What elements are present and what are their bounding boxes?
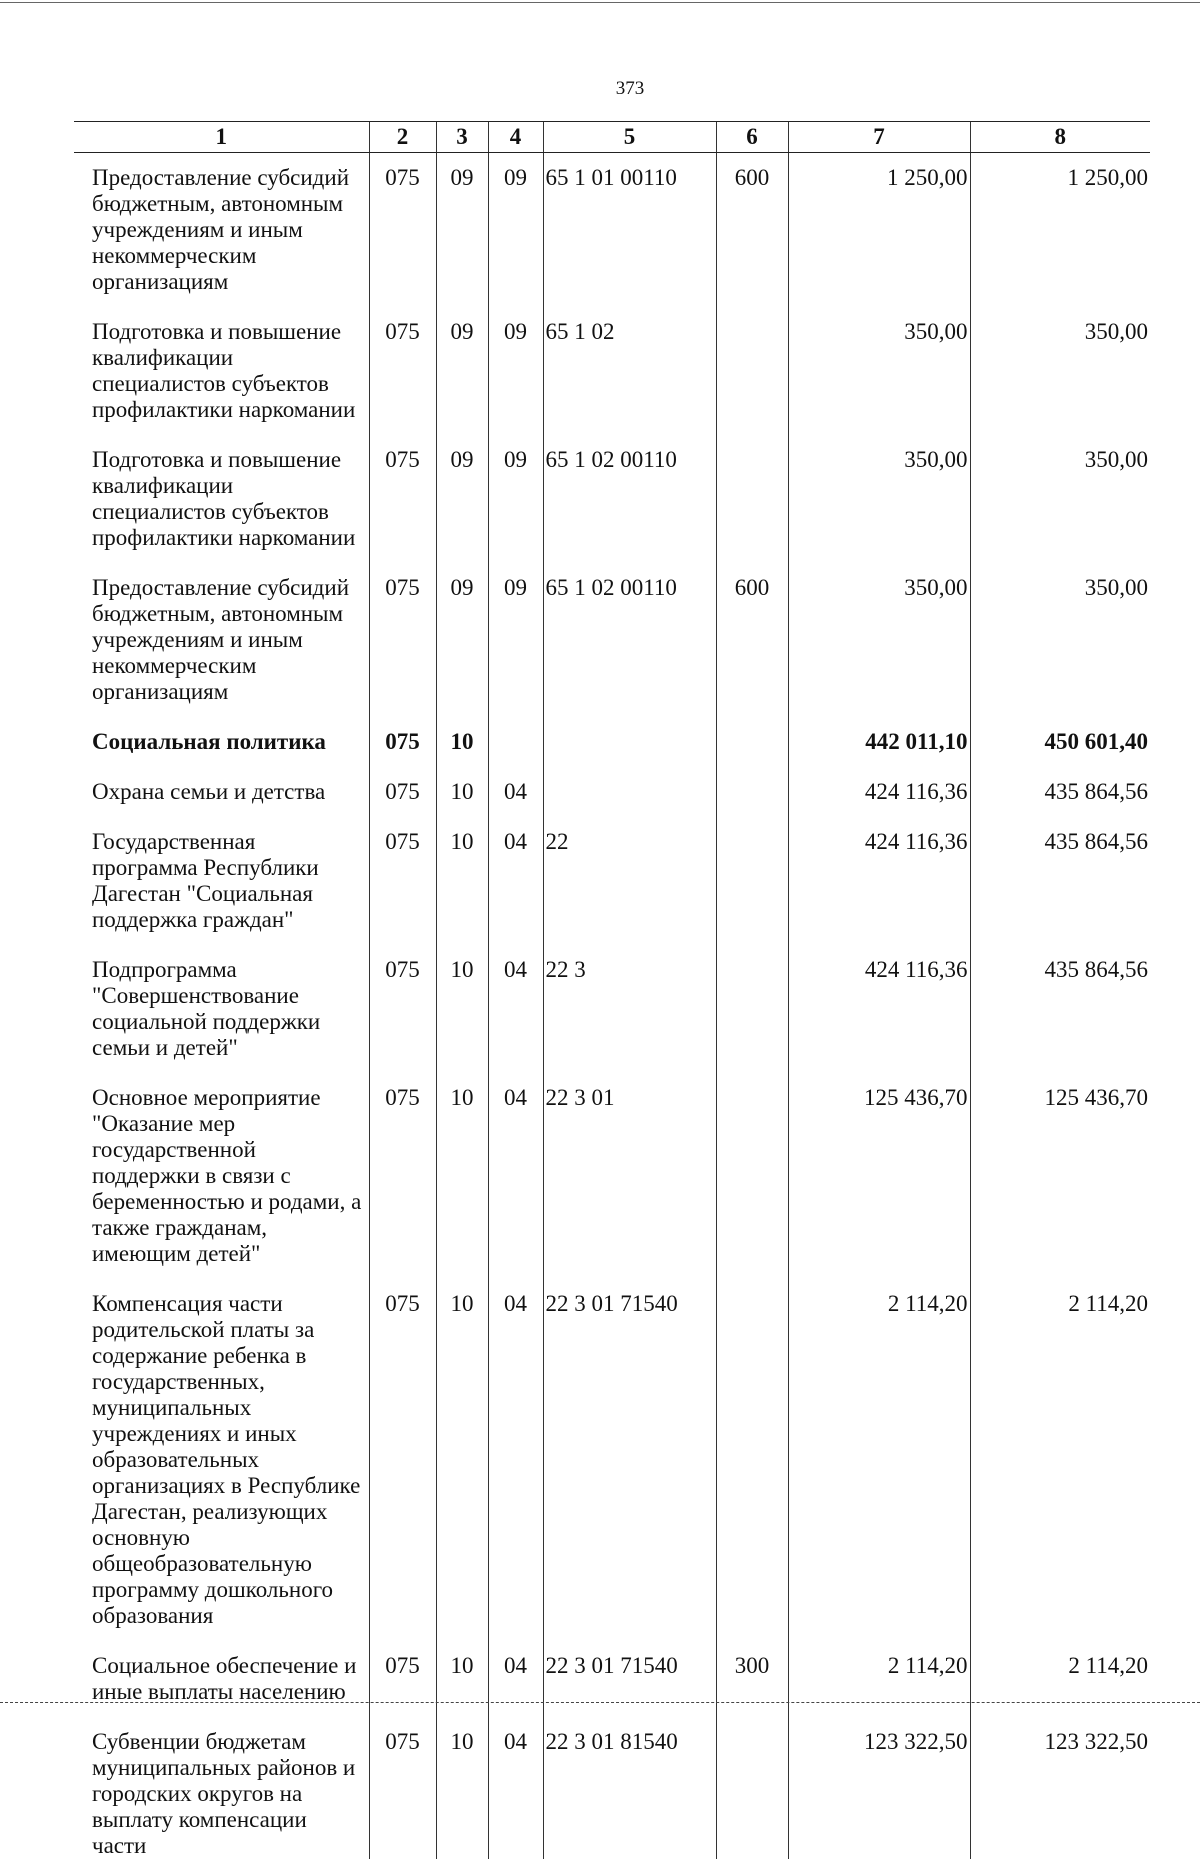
cell-amount-1: 442 011,10 [788, 717, 970, 767]
cell-amount-1: 2 114,20 [788, 1279, 970, 1641]
column-header-2: 2 [369, 122, 436, 153]
table-header [74, 122, 1150, 153]
page-number: 373 [0, 78, 1200, 100]
cell-target-article: 22 3 01 [543, 1073, 716, 1279]
cell-target-article: 22 [543, 817, 716, 945]
cell-amount-2: 125 436,70 [970, 1073, 1150, 1279]
column-header-6: 6 [716, 122, 788, 153]
cell-name: Основное мероприятие "Оказание мер государственной поддержки в связи с беременностью и родами, а также гражданам, имеющим детей" [74, 1073, 369, 1279]
cell-expense-type: 600 [716, 563, 788, 717]
cell-amount-2: 435 864,56 [970, 767, 1150, 817]
cell-subsection: 09 [488, 307, 543, 435]
cell-name: Компенсация части родительской платы за содержание ребенка в государственных, муниципальных учреждениях и иных образовательных организациях в Республике Дагестан, реализующих основную общеобразовательную программу дошкольного образования [74, 1279, 369, 1641]
table-row [74, 1073, 1150, 1279]
cell-expense-type [716, 435, 788, 563]
cell-expense-type [716, 307, 788, 435]
cell-subsection: 04 [488, 767, 543, 817]
cell-expense-type [716, 945, 788, 1073]
cell-amount-2: 2 114,20 [970, 1279, 1150, 1641]
column-header-4: 4 [488, 122, 543, 153]
cell-amount-1: 125 436,70 [788, 1073, 970, 1279]
cell-expense-type [716, 1073, 788, 1279]
cell-subsection: 04 [488, 1641, 543, 1717]
cell-section: 09 [436, 563, 488, 717]
column-header-8: 8 [970, 122, 1150, 153]
cell-amount-2: 350,00 [970, 435, 1150, 563]
cell-amount-2: 350,00 [970, 563, 1150, 717]
column-header-5: 5 [543, 122, 716, 153]
cell-amount-1: 424 116,36 [788, 945, 970, 1073]
cell-amount-2: 1 250,00 [970, 153, 1150, 308]
cell-name: Предоставление субсидий бюджетным, автономным учреждениям и иным некоммерческим организациям [74, 563, 369, 717]
cell-subsection: 04 [488, 1279, 543, 1641]
cell-name: Подпрограмма "Совершенствование социальной поддержки семьи и детей" [74, 945, 369, 1073]
table-row [74, 1717, 1150, 1859]
cell-name: Предоставление субсидий бюджетным, автономным учреждениям и иным некоммерческим организациям [74, 153, 369, 308]
table-row [74, 945, 1150, 1073]
table-body [74, 153, 1150, 1859]
table-row [74, 767, 1150, 817]
table-row [74, 563, 1150, 717]
cell-section: 10 [436, 1641, 488, 1717]
cell-section: 10 [436, 817, 488, 945]
cell-grbs: 075 [369, 1717, 436, 1859]
cell-expense-type [716, 717, 788, 767]
cell-expense-type [716, 817, 788, 945]
cell-target-article: 22 3 01 71540 [543, 1279, 716, 1641]
cell-amount-1: 424 116,36 [788, 767, 970, 817]
cell-amount-2: 123 322,50 [970, 1717, 1150, 1859]
table-row [74, 817, 1150, 945]
cell-target-article: 22 3 01 81540 [543, 1717, 716, 1859]
cell-grbs: 075 [369, 435, 436, 563]
cell-amount-2: 435 864,56 [970, 945, 1150, 1073]
cell-section: 10 [436, 1073, 488, 1279]
cell-name: Подготовка и повышение квалификации специалистов субъектов профилактики наркомании [74, 435, 369, 563]
cell-subsection: 04 [488, 945, 543, 1073]
cell-name: Государственная программа Республики Дагестан "Социальная поддержка граждан" [74, 817, 369, 945]
cell-expense-type [716, 767, 788, 817]
cell-name: Субвенции бюджетам муниципальных районов и городских округов на выплату компенсации части [74, 1717, 369, 1859]
cell-grbs: 075 [369, 767, 436, 817]
table-row [74, 153, 1150, 308]
scan-edge-bottom [0, 1702, 1200, 1703]
cell-section: 10 [436, 717, 488, 767]
column-header-7: 7 [788, 122, 970, 153]
cell-target-article: 22 3 01 71540 [543, 1641, 716, 1717]
cell-section: 10 [436, 1279, 488, 1641]
header-row [74, 122, 1150, 153]
table-row [74, 1641, 1150, 1717]
cell-grbs: 075 [369, 1641, 436, 1717]
cell-grbs: 075 [369, 563, 436, 717]
budget-table [74, 121, 1150, 1859]
cell-section: 10 [436, 1717, 488, 1859]
cell-name: Охрана семьи и детства [74, 767, 369, 817]
cell-grbs: 075 [369, 1279, 436, 1641]
scan-edge-top [0, 2, 1200, 3]
cell-amount-1: 2 114,20 [788, 1641, 970, 1717]
cell-grbs: 075 [369, 153, 436, 308]
cell-name: Социальное обеспечение и иные выплаты населению [74, 1641, 369, 1717]
cell-target-article [543, 717, 716, 767]
cell-section: 09 [436, 307, 488, 435]
cell-expense-type: 600 [716, 153, 788, 308]
table-row [74, 1279, 1150, 1641]
cell-amount-1: 350,00 [788, 435, 970, 563]
cell-amount-2: 450 601,40 [970, 717, 1150, 767]
cell-target-article: 65 1 02 [543, 307, 716, 435]
cell-subsection: 04 [488, 1073, 543, 1279]
cell-grbs: 075 [369, 307, 436, 435]
cell-subsection: 09 [488, 435, 543, 563]
cell-expense-type [716, 1279, 788, 1641]
cell-grbs: 075 [369, 945, 436, 1073]
cell-expense-type [716, 1717, 788, 1859]
cell-target-article: 65 1 01 00110 [543, 153, 716, 308]
cell-target-article: 65 1 02 00110 [543, 435, 716, 563]
cell-name: Социальная политика [74, 717, 369, 767]
cell-section: 10 [436, 767, 488, 817]
cell-amount-1: 123 322,50 [788, 1717, 970, 1859]
cell-amount-2: 350,00 [970, 307, 1150, 435]
cell-grbs: 075 [369, 1073, 436, 1279]
cell-subsection: 04 [488, 817, 543, 945]
cell-grbs: 075 [369, 717, 436, 767]
cell-amount-2: 435 864,56 [970, 817, 1150, 945]
cell-name: Подготовка и повышение квалификации специалистов субъектов профилактики наркомании [74, 307, 369, 435]
cell-subsection [488, 717, 543, 767]
cell-section: 10 [436, 945, 488, 1073]
cell-target-article: 65 1 02 00110 [543, 563, 716, 717]
table-row [74, 717, 1150, 767]
cell-amount-1: 350,00 [788, 563, 970, 717]
cell-target-article [543, 767, 716, 817]
cell-target-article: 22 3 [543, 945, 716, 1073]
cell-subsection: 09 [488, 153, 543, 308]
table-row [74, 435, 1150, 563]
column-header-3: 3 [436, 122, 488, 153]
cell-expense-type: 300 [716, 1641, 788, 1717]
cell-amount-2: 2 114,20 [970, 1641, 1150, 1717]
cell-section: 09 [436, 153, 488, 308]
cell-section: 09 [436, 435, 488, 563]
cell-amount-1: 350,00 [788, 307, 970, 435]
cell-subsection: 09 [488, 563, 543, 717]
table-row [74, 307, 1150, 435]
cell-amount-1: 1 250,00 [788, 153, 970, 308]
cell-subsection: 04 [488, 1717, 543, 1859]
column-header-1: 1 [74, 122, 369, 153]
cell-grbs: 075 [369, 817, 436, 945]
cell-amount-1: 424 116,36 [788, 817, 970, 945]
